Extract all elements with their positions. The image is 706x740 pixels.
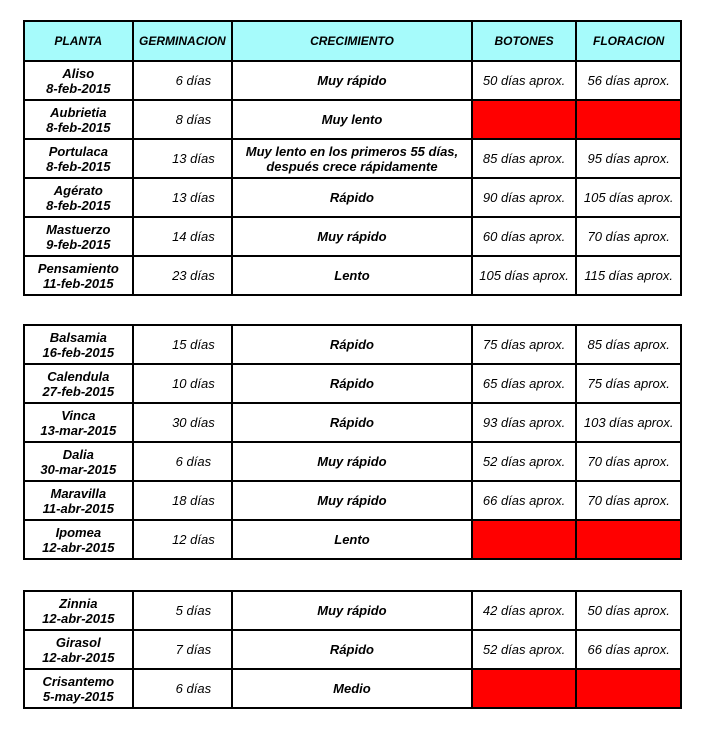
- header-flowering: FLORACION: [576, 21, 681, 61]
- growth-text: Medio: [333, 681, 371, 696]
- table-row: [24, 481, 681, 520]
- growth-cell: [232, 217, 472, 256]
- table-row: [24, 217, 681, 256]
- flowering-cell-unavailable: [576, 520, 681, 559]
- growth-cell: [232, 481, 472, 520]
- buds-cell: 52 días aprox.: [472, 442, 577, 481]
- buds-cell-unavailable: [472, 520, 577, 559]
- growth-cell: [232, 669, 472, 708]
- plant-name: Maravilla: [50, 485, 107, 501]
- flowering-cell: 56 días aprox.: [576, 61, 681, 100]
- table-header-row: [24, 21, 681, 61]
- flowering-cell: 75 días aprox.: [576, 364, 681, 403]
- plant-date: 11-feb-2015: [43, 275, 114, 291]
- germination-cell: 12 días: [133, 520, 233, 559]
- growth-text: Rápido: [329, 415, 374, 430]
- planting-table-group-1: [23, 20, 682, 296]
- germination-cell: 23 días: [133, 256, 233, 295]
- germination-cell: 6 días: [133, 61, 233, 100]
- growth-cell: [232, 442, 472, 481]
- plant-name: Aliso: [62, 65, 95, 81]
- plant-date: 5-may-2015: [42, 688, 114, 704]
- buds-cell: 105 días aprox.: [472, 256, 577, 295]
- plant-date: 12-abr-2015: [42, 539, 115, 555]
- table-row: [24, 591, 681, 630]
- plant-name: Mastuerzo: [46, 221, 111, 237]
- plant-name: Portulaca: [48, 143, 108, 159]
- growth-text: Rápido: [329, 190, 374, 205]
- plant-cell: [24, 139, 133, 178]
- header-buds: BOTONES: [472, 21, 577, 61]
- plant-date: 8-feb-2015: [46, 197, 111, 213]
- table-row: [24, 325, 681, 364]
- table-row: [24, 100, 681, 139]
- growth-text: Muy lento en los primeros 55 días, después crece rápidamente: [245, 143, 459, 174]
- plant-cell: [24, 520, 133, 559]
- table-row: [24, 403, 681, 442]
- germination-cell: 7 días: [133, 630, 233, 669]
- flowering-cell-unavailable: [576, 669, 681, 708]
- header-germination: GERMINACION: [133, 21, 233, 61]
- growth-text: Rápido: [329, 642, 374, 657]
- buds-cell: 90 días aprox.: [472, 178, 577, 217]
- buds-cell: 52 días aprox.: [472, 630, 577, 669]
- header-plant: PLANTA: [24, 21, 133, 61]
- flowering-cell-unavailable: [576, 100, 681, 139]
- plant-date: 12-abr-2015: [42, 610, 115, 626]
- growth-text: Lento: [334, 532, 370, 547]
- plant-name: Aubrietia: [50, 104, 107, 120]
- flowering-cell: 95 días aprox.: [576, 139, 681, 178]
- buds-cell-unavailable: [472, 669, 577, 708]
- flowering-cell: 103 días aprox.: [576, 403, 681, 442]
- growth-cell: [232, 325, 472, 364]
- plant-date: 9-feb-2015: [46, 236, 111, 252]
- plant-name: Crisantemo: [42, 673, 115, 689]
- buds-cell-unavailable: [472, 100, 577, 139]
- buds-cell: 42 días aprox.: [472, 591, 577, 630]
- plant-name: Pensamiento: [37, 260, 119, 276]
- plant-cell: [24, 100, 133, 139]
- germination-cell: 8 días: [133, 100, 233, 139]
- table-row: [24, 139, 681, 178]
- plant-cell: [24, 403, 133, 442]
- plant-cell: [24, 481, 133, 520]
- flowering-cell: 85 días aprox.: [576, 325, 681, 364]
- flowering-cell: 70 días aprox.: [576, 442, 681, 481]
- plant-name: Dalia: [62, 446, 94, 462]
- germination-cell: 6 días: [133, 669, 233, 708]
- plant-cell: [24, 669, 133, 708]
- buds-cell: 50 días aprox.: [472, 61, 577, 100]
- growth-text: Rápido: [329, 337, 374, 352]
- table-row: [24, 178, 681, 217]
- plant-cell: [24, 217, 133, 256]
- growth-text: Muy rápido: [317, 454, 387, 469]
- plant-cell: [24, 61, 133, 100]
- table-row: [24, 61, 681, 100]
- table-row: [24, 520, 681, 559]
- germination-cell: 13 días: [133, 139, 233, 178]
- germination-cell: 10 días: [133, 364, 233, 403]
- table-row: [24, 256, 681, 295]
- germination-cell: 6 días: [133, 442, 233, 481]
- growth-cell: [232, 178, 472, 217]
- growth-cell: [232, 364, 472, 403]
- plant-cell: [24, 325, 133, 364]
- plant-date: 27-feb-2015: [42, 383, 115, 399]
- germination-cell: 15 días: [133, 325, 233, 364]
- plant-name: Girasol: [55, 634, 101, 650]
- germination-cell: 5 días: [133, 591, 233, 630]
- buds-cell: 60 días aprox.: [472, 217, 577, 256]
- plant-date: 30-mar-2015: [40, 461, 117, 477]
- growth-cell: [232, 100, 472, 139]
- plant-cell: [24, 256, 133, 295]
- plant-date: 12-abr-2015: [42, 649, 115, 665]
- planting-table-group-3: [23, 590, 682, 709]
- growth-text: Lento: [334, 268, 370, 283]
- table-row: [24, 669, 681, 708]
- growth-cell: [232, 139, 472, 178]
- buds-cell: 93 días aprox.: [472, 403, 577, 442]
- plant-name: Ipomea: [55, 524, 102, 540]
- flowering-cell: 115 días aprox.: [576, 256, 681, 295]
- table-row: [24, 364, 681, 403]
- plant-date: 8-feb-2015: [46, 119, 111, 135]
- buds-cell: 66 días aprox.: [472, 481, 577, 520]
- germination-cell: 18 días: [133, 481, 233, 520]
- flowering-cell: 70 días aprox.: [576, 481, 681, 520]
- planting-table-group-2: [23, 324, 682, 560]
- growth-cell: [232, 403, 472, 442]
- plant-name: Agérato: [53, 182, 103, 198]
- growth-cell: [232, 256, 472, 295]
- growth-text: Muy rápido: [317, 603, 387, 618]
- plant-name: Zinnia: [59, 595, 98, 611]
- buds-cell: 75 días aprox.: [472, 325, 577, 364]
- plant-cell: [24, 630, 133, 669]
- growth-cell: [232, 520, 472, 559]
- growth-cell: [232, 61, 472, 100]
- plant-date: 8-feb-2015: [46, 80, 111, 96]
- plant-cell: [24, 591, 133, 630]
- plant-name: Vinca: [61, 407, 96, 423]
- growth-cell: [232, 630, 472, 669]
- growth-text: Rápido: [329, 376, 374, 391]
- plant-cell: [24, 442, 133, 481]
- flowering-cell: 66 días aprox.: [576, 630, 681, 669]
- growth-text: Muy rápido: [317, 229, 387, 244]
- plant-cell: [24, 364, 133, 403]
- table-row: [24, 442, 681, 481]
- plant-date: 13-mar-2015: [40, 422, 117, 438]
- germination-cell: 30 días: [133, 403, 233, 442]
- growth-text: Muy rápido: [317, 493, 387, 508]
- header-growth: CRECIMIENTO: [232, 21, 472, 61]
- flowering-cell: 105 días aprox.: [576, 178, 681, 217]
- germination-cell: 14 días: [133, 217, 233, 256]
- plant-name: Calendula: [47, 368, 110, 384]
- germination-cell: 13 días: [133, 178, 233, 217]
- plant-cell: [24, 178, 133, 217]
- flowering-cell: 50 días aprox.: [576, 591, 681, 630]
- flowering-cell: 70 días aprox.: [576, 217, 681, 256]
- buds-cell: 85 días aprox.: [472, 139, 577, 178]
- table-row: [24, 630, 681, 669]
- plant-date: 16-feb-2015: [42, 344, 115, 360]
- growth-text: Muy lento: [321, 112, 383, 127]
- buds-cell: 65 días aprox.: [472, 364, 577, 403]
- plant-date: 11-abr-2015: [42, 500, 114, 516]
- growth-text: Muy rápido: [317, 73, 387, 88]
- plant-name: Balsamia: [49, 329, 107, 345]
- plant-date: 8-feb-2015: [46, 158, 111, 174]
- growth-cell: [232, 591, 472, 630]
